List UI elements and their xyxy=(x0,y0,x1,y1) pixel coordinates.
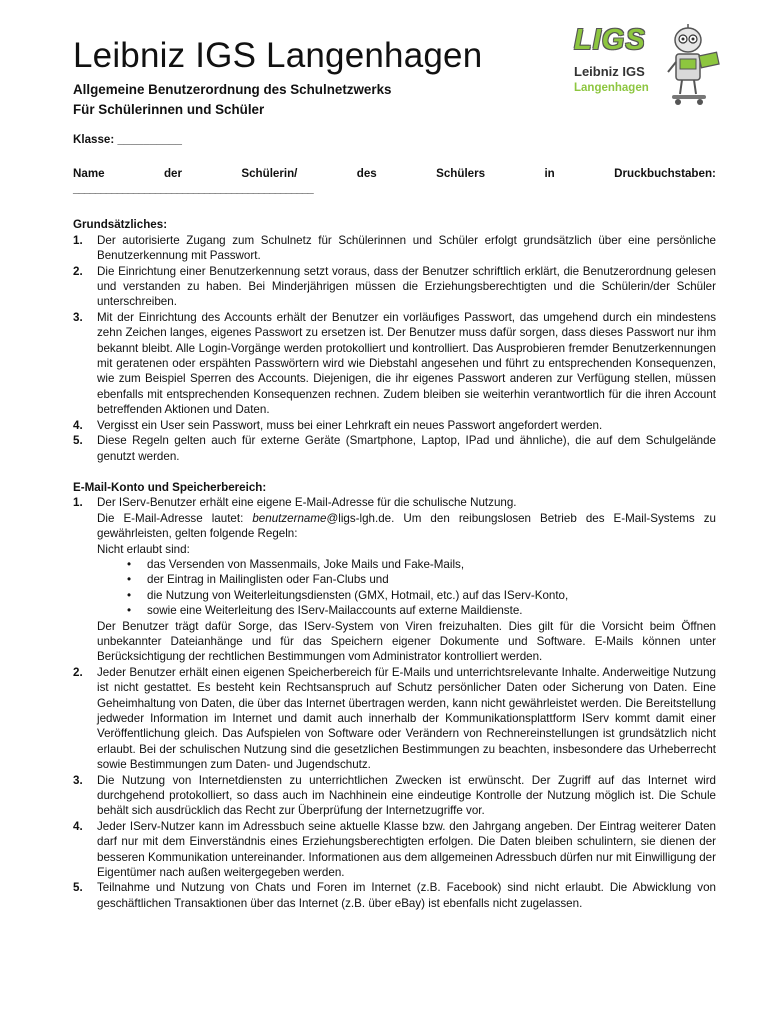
bullet-item xyxy=(97,557,716,572)
list-item xyxy=(73,819,716,881)
email-suffix: @ligs-lgh.de. Um den reibungslosen Betrieb des E-Mail-Systems zu gewährleisten, gelten folgende Regeln: xyxy=(97,511,717,541)
section-spacer xyxy=(73,464,716,480)
list-item xyxy=(73,880,716,911)
bullet-item xyxy=(97,588,716,603)
list-item xyxy=(73,233,716,264)
not-allowed-list xyxy=(97,557,716,619)
logo-city: Langenhagen xyxy=(574,82,649,94)
list-item xyxy=(73,264,716,310)
logo-name: Leibniz IGS xyxy=(574,64,645,79)
bullet-item xyxy=(97,572,716,587)
item-text: Mit der Einrichtung des Accounts erhält der Benutzer ein vorläufiges Passwort, das umgehend durch ein mindestens zehn Zeichen langes, eigenes Passwort zu ersetzen ist. Der Benutzer muss dafür sorgen, dass dieses Passwort nur ihm bekannt bleibt. Alle Login-Vorgänge werden protokolliert und kontrolliert. Das Ausprobieren fremder Benutzerkennungen mit geratenen oder erspähten Passwörtern wird wie Diebstahl angesehen und führt zu entsprechenden Konsequenzen, wie zum Beispiel Sperren des Accounts. Diejenigen, die ihr eigenes Passwort anderen zur Verfügung stellen, müssen ebenfalls mit entsprechenden Konsequenzen rechnen. Zudem bleiben sie weiterhin verantwortlich für die ihren Account betreffenden Aktionen und Daten. xyxy=(97,310,716,417)
item-number: 3. xyxy=(73,773,83,787)
item-number: 3. xyxy=(73,310,83,324)
list-item xyxy=(73,433,716,464)
name-word: des xyxy=(356,167,377,180)
list-item xyxy=(73,773,716,819)
school-logo xyxy=(572,24,722,106)
item-number: 1. xyxy=(73,233,83,247)
name-word: Druckbuchstaben: xyxy=(614,167,716,180)
item-number: 1. xyxy=(73,496,83,510)
subtitle-block xyxy=(73,80,391,120)
name-word: der xyxy=(163,167,182,180)
name-word: in xyxy=(544,167,555,180)
bullet-text: das Versenden von Massenmails, Joke Mails und Fake-Mails, xyxy=(147,557,465,571)
item-text: Jeder IServ-Nutzer kann im Adressbuch seine aktuelle Klasse bzw. den Jahrgang angeben. Der Eintrag weiterer Daten darf nur mit dem Einverständnis eines Erziehungsberechtigten erfolgen. Die Daten bleiben schulintern, sie dienen der besseren Kommunikation untereinander. Informationen aus dem allgemeinen Adressbuch dürfen nur mit Einwilligung der Eigentümer nach außen weitergegeben werden. xyxy=(97,819,716,880)
list-item xyxy=(73,665,716,773)
robot-mascot-icon xyxy=(666,24,722,106)
document-body xyxy=(73,132,716,911)
item-number: 4. xyxy=(73,819,83,833)
klasse-field[interactable]: Klasse: __________ xyxy=(73,133,182,146)
item-text: Teilnahme und Nutzung von Chats und Foren im Internet (z.B. Facebook) sind nicht erlaubt. Die Abwicklung von geschäftlichen Transaktionen über das Internet (z.B. über eBay) ist ebenfalls nicht zugelassen. xyxy=(97,881,716,910)
item-number: 5. xyxy=(73,434,83,448)
bullet-icon: • xyxy=(127,557,132,571)
item-text: Die Nutzung von Internetdiensten zu unterrichtlichen Zwecken ist erwünscht. Der Zugriff auf das Internet wird durchgehend protokolliert, so dass auch im Nachhinein eine eindeutige Kontrolle der Nutzung möglich ist. Die Schule behält sich ausdrücklich das Recht zur Überprüfung der Internetzugriffe vor. xyxy=(97,773,716,818)
email-prefix: Die E-Mail-Adresse lautet: xyxy=(97,511,253,525)
bullet-text: die Nutzung von Weiterleitungsdiensten (GMX, Hotmail, etc.) auf das IServ-Konto, xyxy=(147,588,569,602)
name-word: Schülerin/ xyxy=(241,167,298,180)
email-address-rule xyxy=(97,511,716,542)
grundsaetzliches-list xyxy=(73,233,716,464)
bullet-text: sowie eine Weiterleitung des IServ-Mailaccounts auf externe Maildienste. xyxy=(147,604,523,618)
item-number: 5. xyxy=(73,881,83,895)
item-text: Diese Regeln gelten auch für externe Geräte (Smartphone, Laptop, IPad und ähnliche), die auf dem Schulgelände genutzt werden. xyxy=(97,434,716,463)
list-item xyxy=(73,310,716,418)
list-item xyxy=(73,495,716,664)
bullet-text: der Eintrag in Mailinglisten oder Fan-Clubs und xyxy=(147,573,389,587)
item-text: Der IServ-Benutzer erhält eine eigene E-Mail-Adresse für die schulische Nutzung. xyxy=(97,496,517,510)
section-title-email: E-Mail-Konto und Speicherbereich: xyxy=(73,480,267,494)
item-text: Jeder Benutzer erhält einen eigenen Speicherbereich für E-Mails und unterrichtsrelevante Inhalte. Anderweitige Nutzung ist nicht gestattet. Es besteht kein Rechtsanspruch auf Schutz persönlicher Daten oder Sicherung von Daten. Eine Geheimhaltung von Daten, die über das Internet übertragen werden, kann nicht gewährleistet werden. Die Bereitstellung jedweder Information im Internet und damit auch innerhalb der Kommunikationsplattform IServ kommt damit einer Veröffentlichung gleich. Das Aufspielen von Software oder Verändern von Rechnereinstellungen ist grundsätzlich nicht erlaubt. Bei der schulischen Nutzung sind die gesetzlichen Bestimmungen zu beachten, insbesondere das Urheberrecht sowie Bestimmungen zum Daten- und Jugendschutz. xyxy=(97,665,716,772)
item-closing-text: Der Benutzer trägt dafür Sorge, das IServ-System von Viren freizuhalten. Dies gilt für die Vorsicht beim Öffnen unbekannter Dateianhänge und für das Speichern eigener Dokumente und Software. E-Mails können unter Berücksichtigung der rechtlichen Bestimmungen vom Administrator kontrolliert werden. xyxy=(97,619,716,664)
name-word: Schülers xyxy=(436,167,486,180)
bullet-icon: • xyxy=(127,573,132,587)
subtitle-line-1: Allgemeine Benutzerordnung des Schulnetzwerks xyxy=(73,82,392,97)
name-field-label xyxy=(73,166,716,181)
bullet-item xyxy=(97,603,716,618)
email-list xyxy=(73,495,716,911)
not-allowed-heading: Nicht erlaubt sind: xyxy=(97,542,190,556)
name-word: Name xyxy=(73,167,105,180)
logo-brand: LIGS xyxy=(574,24,646,56)
section-title-grundsaetzliches: Grundsätzliches: xyxy=(73,218,168,232)
item-text: Die Einrichtung einer Benutzerkennung setzt voraus, dass der Benutzer schriftlich erklärt, die Benutzerordnung gelesen und verstanden zu haben. Bei Minderjährigen müssen die Erziehungsberechtigten und die Schülerin/der Schüler unterschreiben. xyxy=(97,264,716,309)
bullet-icon: • xyxy=(127,588,132,602)
item-number: 2. xyxy=(73,264,83,278)
item-number: 2. xyxy=(73,665,83,679)
subtitle-line-2: Für Schülerinnen und Schüler xyxy=(73,102,265,117)
name-field-line[interactable]: ____________________________________________ xyxy=(73,182,313,196)
list-item xyxy=(73,418,716,433)
item-text: Vergisst ein User sein Passwort, muss bei einer Lehrkraft ein neues Passwort angefordert werden. xyxy=(97,418,603,432)
email-username: benutzername xyxy=(252,511,327,525)
page-title: Leibniz IGS Langenhagen xyxy=(73,36,483,75)
item-text: Der autorisierte Zugang zum Schulnetz für Schülerinnen und Schüler erfolgt grundsätzlich über eine persönliche Benutzerkennung mit Passwort. xyxy=(97,233,716,263)
item-number: 4. xyxy=(73,418,83,432)
bullet-icon: • xyxy=(127,604,132,618)
